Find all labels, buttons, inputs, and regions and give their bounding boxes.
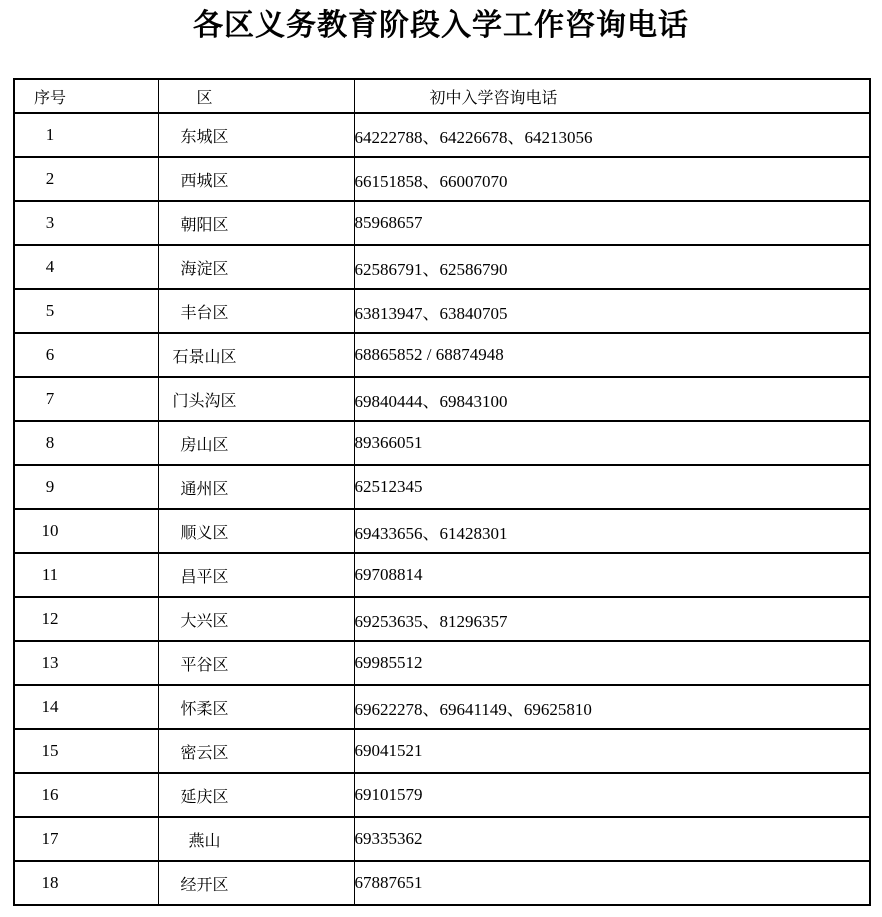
row-number: 12 — [41, 609, 59, 628]
row-number: 10 — [41, 521, 59, 540]
cell-phone-numbers: 69708814 — [354, 553, 870, 597]
row-number: 17 — [41, 829, 59, 848]
cell-district — [158, 421, 354, 465]
row-number: 16 — [41, 785, 59, 804]
cell-district — [158, 641, 354, 685]
cell-district — [158, 553, 354, 597]
header-district-label: 区 — [196, 89, 213, 107]
cell-district — [158, 773, 354, 817]
cell-no — [14, 421, 158, 465]
cell-district — [158, 729, 354, 773]
table-row — [14, 817, 870, 861]
table-header-row — [14, 79, 870, 113]
cell-phone-numbers: 62586791、62586790 — [354, 245, 870, 289]
table-row — [14, 421, 870, 465]
cell-phone-numbers: 68865852 / 68874948 — [354, 333, 870, 377]
table-row — [14, 245, 870, 289]
table-row — [14, 113, 870, 157]
row-number: 7 — [45, 389, 55, 408]
cell-district — [158, 597, 354, 641]
table-row — [14, 465, 870, 509]
district-name: 东城区 — [180, 128, 229, 146]
district-name: 经开区 — [180, 876, 229, 894]
cell-district — [158, 377, 354, 421]
cell-phone-numbers: 69041521 — [354, 729, 870, 773]
cell-no — [14, 465, 158, 509]
row-number: 8 — [45, 433, 55, 452]
header-cell-phone — [354, 79, 870, 113]
table-row — [14, 729, 870, 773]
cell-district — [158, 157, 354, 201]
row-number: 18 — [41, 873, 59, 892]
cell-no — [14, 597, 158, 641]
cell-no — [14, 817, 158, 861]
district-name: 密云区 — [180, 744, 229, 762]
table-row — [14, 861, 870, 905]
cell-no — [14, 113, 158, 157]
cell-no — [14, 157, 158, 201]
table-row — [14, 333, 870, 377]
cell-phone-numbers: 63813947、63840705 — [354, 289, 870, 333]
cell-phone-numbers: 69253635、81296357 — [354, 597, 870, 641]
table-header — [14, 79, 870, 113]
district-name: 燕山 — [188, 832, 221, 850]
cell-phone-numbers: 69101579 — [354, 773, 870, 817]
cell-no — [14, 685, 158, 729]
header-cell-no — [14, 79, 158, 113]
district-name: 平谷区 — [180, 656, 229, 674]
table-row — [14, 685, 870, 729]
cell-district — [158, 861, 354, 905]
row-number: 3 — [45, 213, 55, 232]
row-number: 2 — [45, 169, 55, 188]
cell-phone-numbers: 67887651 — [354, 861, 870, 905]
header-cell-district — [158, 79, 354, 113]
district-name: 通州区 — [180, 480, 229, 498]
district-name: 海淀区 — [180, 260, 229, 278]
district-name: 昌平区 — [180, 568, 229, 586]
district-name: 朝阳区 — [180, 216, 229, 234]
district-name: 石景山区 — [172, 348, 237, 366]
row-number: 5 — [45, 301, 55, 320]
cell-no — [14, 333, 158, 377]
cell-phone-numbers: 69840444、69843100 — [354, 377, 870, 421]
cell-district — [158, 201, 354, 245]
cell-no — [14, 245, 158, 289]
district-name: 丰台区 — [180, 304, 229, 322]
row-number: 1 — [45, 125, 55, 144]
table-row — [14, 641, 870, 685]
table-row — [14, 509, 870, 553]
row-number: 13 — [41, 653, 59, 672]
district-name: 门头沟区 — [172, 392, 237, 410]
district-name: 怀柔区 — [180, 700, 229, 718]
header-no-label: 序号 — [33, 89, 66, 107]
consultation-phone-table — [13, 78, 871, 906]
cell-district — [158, 333, 354, 377]
cell-district — [158, 289, 354, 333]
row-number: 4 — [45, 257, 55, 276]
cell-no — [14, 861, 158, 905]
cell-district — [158, 245, 354, 289]
table-row — [14, 553, 870, 597]
cell-no — [14, 201, 158, 245]
row-number: 11 — [41, 565, 59, 584]
district-name: 顺义区 — [180, 524, 229, 542]
cell-phone-numbers: 62512345 — [354, 465, 870, 509]
cell-no — [14, 641, 158, 685]
table-row — [14, 377, 870, 421]
district-name: 西城区 — [180, 172, 229, 190]
cell-district — [158, 509, 354, 553]
table-row — [14, 289, 870, 333]
table-row — [14, 201, 870, 245]
cell-no — [14, 729, 158, 773]
row-number: 14 — [41, 697, 59, 716]
cell-district — [158, 113, 354, 157]
cell-district — [158, 685, 354, 729]
district-name: 大兴区 — [180, 612, 229, 630]
cell-no — [14, 509, 158, 553]
cell-phone-numbers: 69433656、61428301 — [354, 509, 870, 553]
cell-no — [14, 773, 158, 817]
cell-no — [14, 553, 158, 597]
table-body — [14, 113, 870, 905]
cell-district — [158, 465, 354, 509]
district-name: 延庆区 — [180, 788, 229, 806]
cell-phone-numbers: 85968657 — [354, 201, 870, 245]
row-number: 6 — [45, 345, 55, 364]
cell-phone-numbers: 64222788、64226678、64213056 — [354, 113, 870, 157]
header-phone-label: 初中入学咨询电话 — [429, 89, 558, 107]
cell-no — [14, 289, 158, 333]
cell-no — [14, 377, 158, 421]
cell-phone-numbers: 69985512 — [354, 641, 870, 685]
page-title: 各区义务教育阶段入学工作咨询电话 — [193, 9, 689, 42]
cell-phone-numbers: 69335362 — [354, 817, 870, 861]
row-number: 15 — [41, 741, 59, 760]
district-name: 房山区 — [180, 436, 229, 454]
cell-district — [158, 817, 354, 861]
table-row — [14, 773, 870, 817]
row-number: 9 — [45, 477, 55, 496]
cell-phone-numbers: 66151858、66007070 — [354, 157, 870, 201]
cell-phone-numbers: 89366051 — [354, 421, 870, 465]
cell-phone-numbers: 69622278、69641149、69625810 — [354, 685, 870, 729]
table-row — [14, 597, 870, 641]
table-row — [14, 157, 870, 201]
